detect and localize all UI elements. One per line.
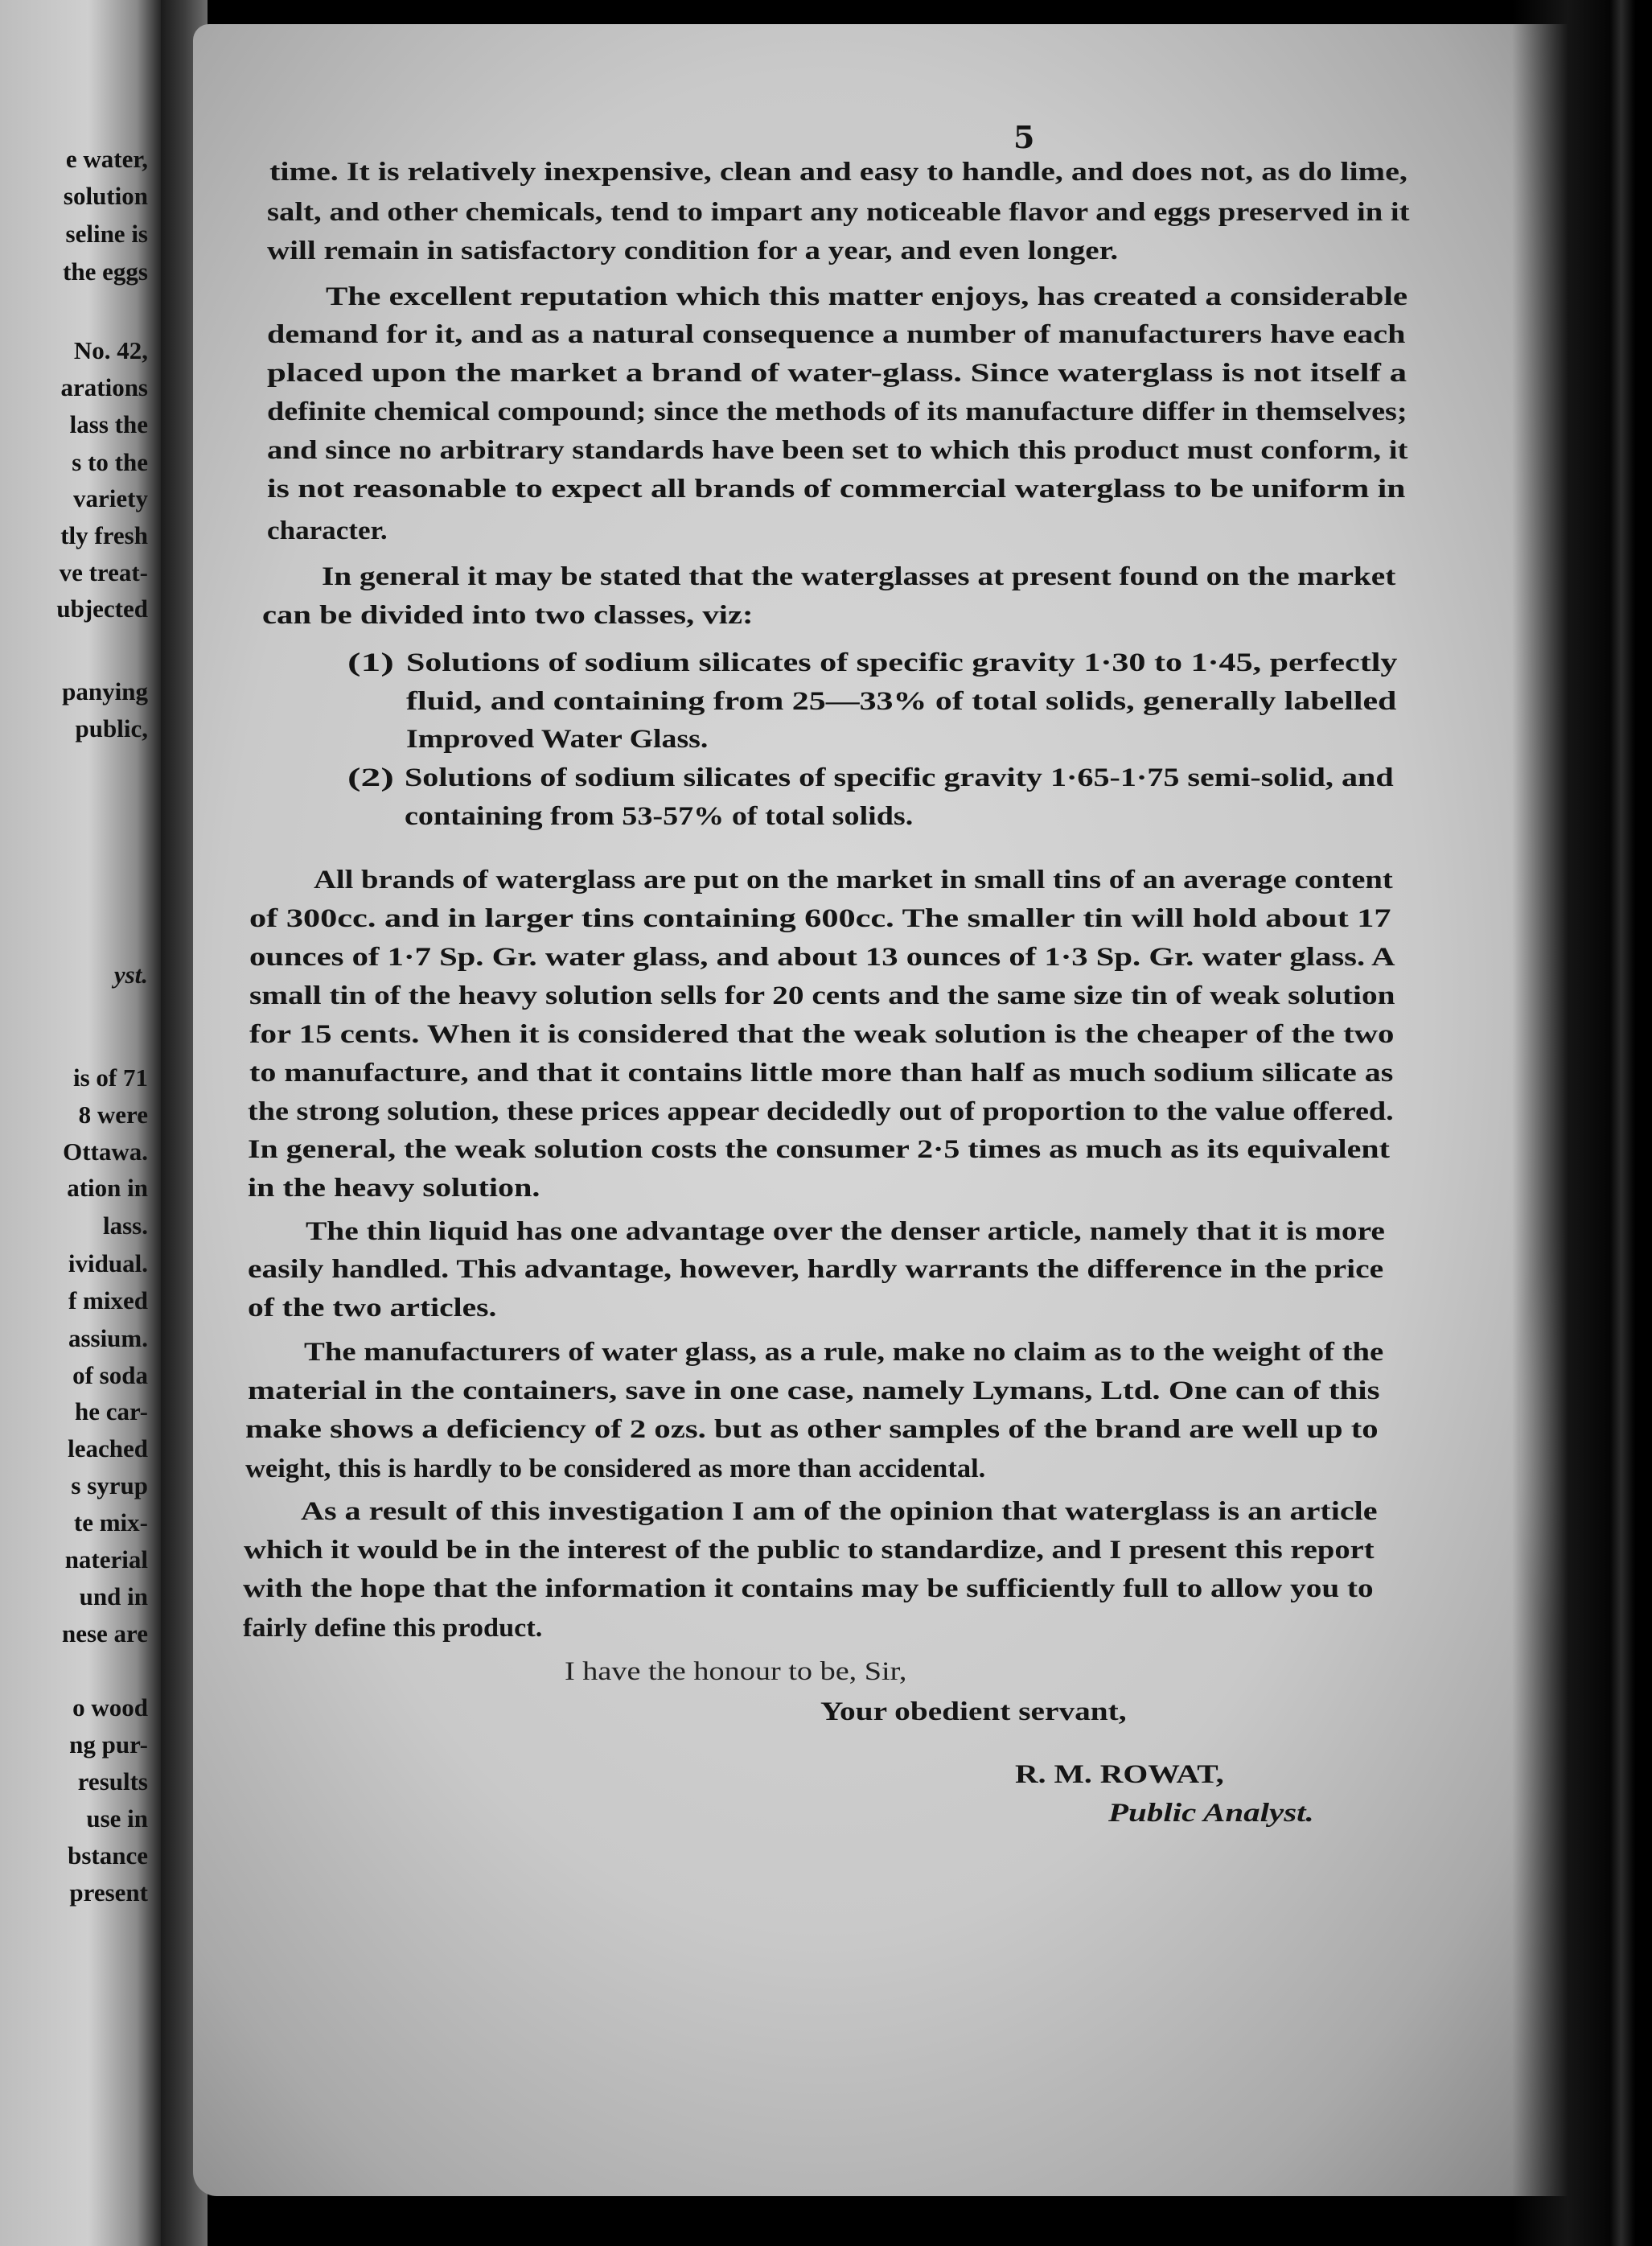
left-page-line: variety <box>73 484 148 512</box>
signature-name: R. M. ROWAT, <box>1015 1760 1224 1789</box>
list-item-line: fluid, and containing from 25—33% of total solids, generally labelled <box>406 687 1397 716</box>
paragraph-line: The excellent reputation which this matter enjoys, has created a considerable <box>326 282 1408 311</box>
paragraph-line: As a result of this investigation I am of the opinion that waterglass is an article <box>301 1497 1378 1526</box>
list-item-line: Solutions of sodium silicates of specific gravity 1·65-1·75 semi-solid, and <box>405 763 1394 792</box>
paragraph-line: salt, and other chemicals, tend to impart any noticeable flavor and eggs preserved in it <box>267 198 1410 227</box>
left-page-line: ividual. <box>68 1249 148 1277</box>
left-page-line: lass. <box>103 1211 148 1240</box>
signature-title: Public Analyst. <box>1108 1799 1314 1828</box>
left-page-line: ve treat- <box>59 558 148 586</box>
left-page-line: nese are <box>61 1619 148 1647</box>
paragraph-line: the strong solution, these prices appear decidedly out of proportion to the value offered. <box>248 1097 1394 1126</box>
paragraph-line: which it would be in the interest of the public to standardize, and I present this report <box>244 1536 1375 1565</box>
paragraph-line: character. <box>267 516 388 545</box>
left-page-line: s to the <box>72 448 148 476</box>
paragraph-line: with the hope that the information it contains may be sufficiently full to allow you to <box>243 1574 1374 1603</box>
left-page-line: yst. <box>113 961 148 989</box>
left-page-line: tly fresh <box>60 521 148 549</box>
left-page-line: naterial <box>64 1545 148 1573</box>
page-number: 5 <box>1013 119 1035 155</box>
left-page-line: leached <box>68 1434 148 1462</box>
left-page-line: 8 were <box>78 1100 148 1129</box>
list-marker: (2) <box>347 763 394 792</box>
paragraph-line: In general it may be stated that the waterglasses at present found on the market <box>322 562 1396 591</box>
list-item-line: Solutions of sodium silicates of specific gravity 1·30 to 1·45, perfectly <box>406 648 1398 677</box>
paragraph-line: for 15 cents. When it is considered that the weak solution is the cheaper of the two <box>249 1020 1395 1049</box>
left-page-line: s syrup <box>71 1471 148 1499</box>
left-facing-page <box>0 0 161 2246</box>
left-page-line: is of 71 <box>73 1063 148 1092</box>
left-page-line: results <box>77 1767 148 1796</box>
paragraph-line: can be divided into two classes, viz: <box>262 601 754 630</box>
paragraph-line: All brands of waterglass are put on the market in small tins of an average content <box>314 866 1393 895</box>
paragraph-line: make shows a deficiency of 2 ozs. but as other samples of the brand are well up to <box>245 1415 1379 1444</box>
list-marker: (1) <box>347 648 394 677</box>
left-page-line: assium. <box>68 1324 148 1352</box>
paragraph-line: definite chemical compound; since the methods of its manufacture differ in themselves; <box>267 397 1407 426</box>
closing-line: I have the honour to be, Sir, <box>565 1657 907 1686</box>
left-page-line: seline is <box>65 220 148 248</box>
left-page-line: Ottawa. <box>63 1137 148 1166</box>
paragraph-line: weight, this is hardly to be considered as more than accidental. <box>245 1454 986 1483</box>
paragraph-line: is not reasonable to expect all brands of commercial waterglass to be uniform in <box>267 475 1406 504</box>
paragraph-line: easily handled. This advantage, however, hardly warrants the difference in the price <box>248 1255 1384 1284</box>
valediction-line: Your obedient servant, <box>820 1697 1127 1726</box>
paragraph-line: and since no arbitrary standards have been set to which this product must conform, it <box>267 436 1408 465</box>
left-page-line: public, <box>75 714 148 742</box>
paragraph-line: placed upon the market a brand of water-glass. Since waterglass is not itself a <box>267 359 1407 388</box>
paragraph-line: In general, the weak solution costs the consumer 2·5 times as much as its equivalent <box>248 1135 1390 1164</box>
left-page-line: panying <box>62 677 148 705</box>
left-page-line: he car- <box>75 1397 148 1425</box>
right-edge-shadow <box>1512 0 1652 2246</box>
left-page-line: ubjected <box>56 594 148 623</box>
document-page <box>193 24 1592 2196</box>
left-page-line: e water, <box>65 145 148 173</box>
left-page-line: of soda <box>72 1361 148 1389</box>
left-page-line: lass the <box>69 410 148 438</box>
paragraph-line: of 300cc. and in larger tins containing 600cc. The smaller tin will hold about 17 <box>249 904 1391 933</box>
left-page-line: te mix- <box>73 1508 148 1536</box>
list-item-line: Improved Water Glass. <box>406 725 709 754</box>
left-page-line: present <box>69 1878 148 1907</box>
paragraph-line: will remain in satisfactory condition for a year, and even longer. <box>267 237 1119 265</box>
left-page-line: solution <box>63 182 148 210</box>
left-page-line: No. 42, <box>73 336 148 364</box>
list-item-line: containing from 53-57% of total solids. <box>405 802 914 831</box>
paragraph-line: demand for it, and as a natural consequence a number of manufacturers have each <box>267 320 1406 349</box>
left-page-line: ng pur- <box>69 1730 148 1759</box>
left-page-line: bstance <box>68 1841 148 1870</box>
left-page-line: the eggs <box>63 257 148 286</box>
paragraph-line: material in the containers, save in one case, namely Lymans, Ltd. One can of this <box>248 1376 1380 1405</box>
paragraph-line: The manufacturers of water glass, as a rule, make no claim as to the weight of the <box>304 1338 1384 1367</box>
left-page-line: f mixed <box>68 1286 148 1314</box>
left-page-line: use in <box>86 1804 148 1833</box>
paragraph-line: ounces of 1·7 Sp. Gr. water glass, and about 13 ounces of 1·3 Sp. Gr. water glass. A <box>249 943 1395 972</box>
paragraph-line: to manufacture, and that it contains little more than half as much sodium silicate as <box>249 1059 1394 1088</box>
left-page-line: und in <box>79 1582 148 1610</box>
left-page-line: arations <box>60 373 148 401</box>
paragraph-line: of the two articles. <box>248 1294 497 1323</box>
paragraph-line: small tin of the heavy solution sells for 20 cents and the same size tin of weak solution <box>249 981 1395 1010</box>
paragraph-line: in the heavy solution. <box>248 1174 540 1203</box>
paragraph-line: The thin liquid has one advantage over the denser article, namely that it is more <box>306 1217 1385 1246</box>
left-page-line: ation in <box>67 1174 148 1202</box>
paragraph-line: time. It is relatively inexpensive, clean and easy to handle, and does not, as do lime, <box>269 158 1407 187</box>
paragraph-line: fairly define this product. <box>243 1614 543 1643</box>
left-page-line: o wood <box>72 1693 148 1722</box>
